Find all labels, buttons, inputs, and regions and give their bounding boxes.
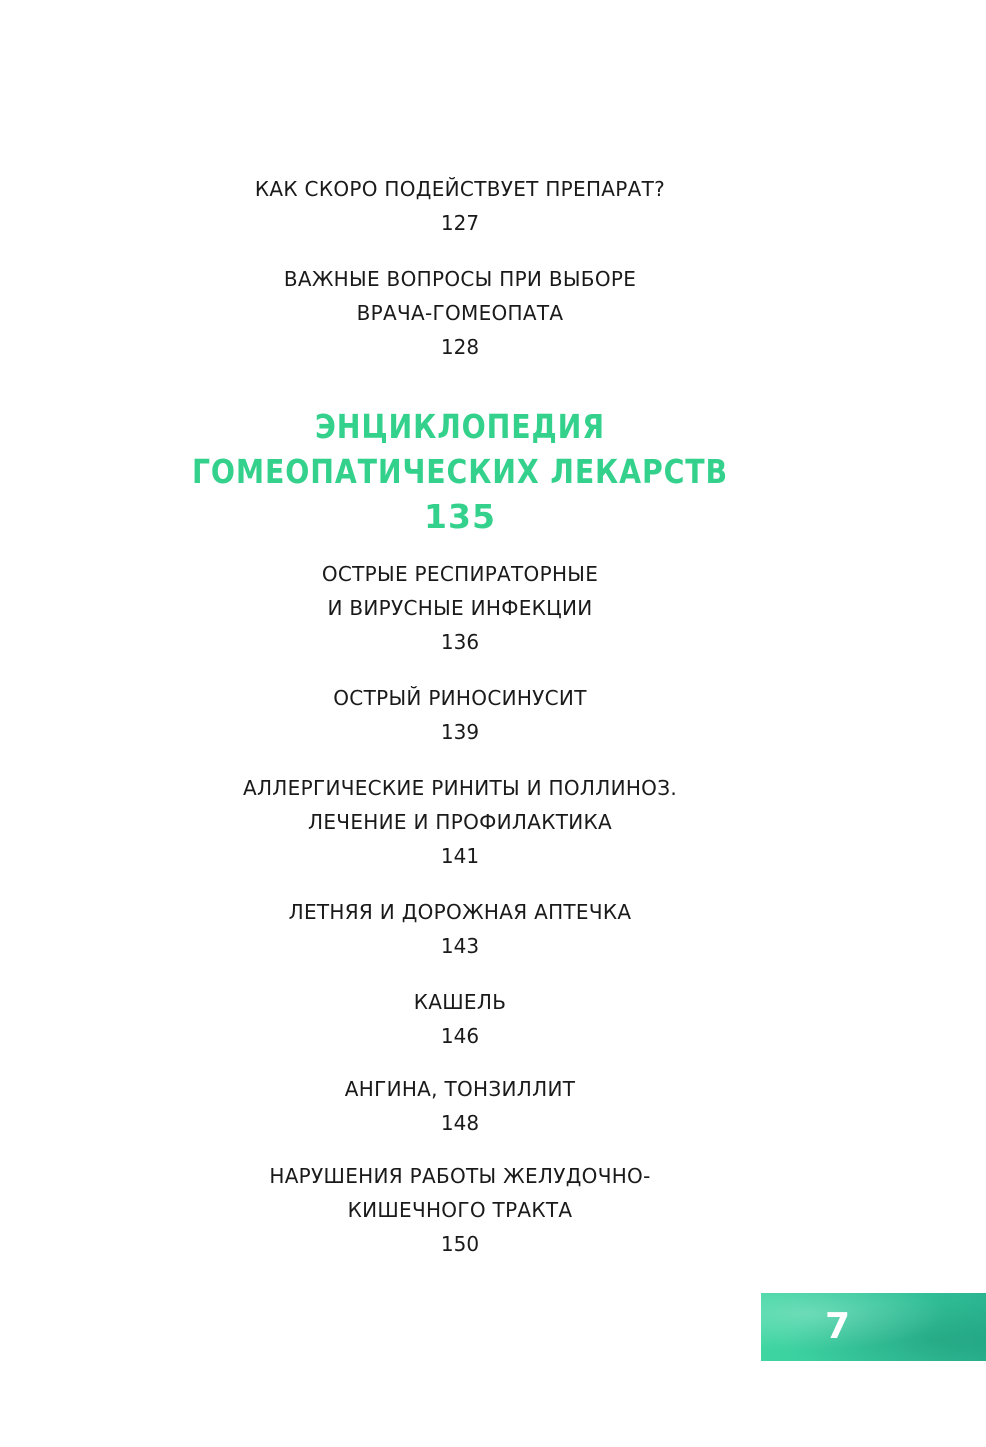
toc-entry[interactable] [0, 895, 920, 963]
toc-entry[interactable] [0, 262, 920, 364]
toc-entry-page: 148 [440, 1111, 480, 1135]
toc-entry-title: И ВИРУСНЫЕ ИНФЕКЦИИ [327, 596, 593, 620]
toc-entry[interactable] [0, 1072, 920, 1140]
table-of-contents [0, 172, 920, 1261]
toc-entry-page: 136 [440, 630, 480, 654]
toc-entry-page: 139 [440, 720, 480, 744]
toc-entry-page: 127 [440, 211, 480, 235]
toc-entry-title: ВАЖНЫЕ ВОПРОСЫ ПРИ ВЫБОРЕ [283, 267, 637, 291]
toc-entry-page: 128 [440, 335, 480, 359]
toc-entry-title: АНГИНА, ТОНЗИЛЛИТ [344, 1077, 576, 1101]
toc-entry[interactable] [0, 681, 920, 749]
page-number: 7 [825, 1306, 851, 1347]
section-page: 135 [424, 497, 496, 536]
toc-entry-page: 143 [440, 934, 480, 958]
toc-entry[interactable] [0, 172, 920, 240]
toc-entry-page: 141 [440, 844, 480, 868]
toc-entry-title: КАШЕЛЬ [413, 990, 507, 1014]
toc-entry-page: 146 [440, 1024, 480, 1048]
toc-entry[interactable] [0, 771, 920, 873]
toc-entry-title: ВРАЧА-ГОМЕОПАТА [356, 301, 564, 325]
toc-entry[interactable] [0, 1159, 920, 1261]
toc-entry-title: АЛЛЕРГИЧЕСКИЕ РИНИТЫ И ПОЛЛИНОЗ. [242, 776, 678, 800]
toc-entry-title: ОСТРЫЕ РЕСПИРАТОРНЫЕ [321, 562, 599, 586]
toc-section-heading[interactable] [0, 404, 920, 539]
page-number-tab [761, 1293, 986, 1361]
toc-entry-page: 150 [440, 1232, 480, 1256]
toc-entry-title: КАК СКОРО ПОДЕЙСТВУЕТ ПРЕПАРАТ? [254, 177, 666, 201]
toc-entry-title: КИШЕЧНОГО ТРАКТА [347, 1198, 573, 1222]
toc-entry[interactable] [0, 557, 920, 659]
toc-entry-title: НАРУШЕНИЯ РАБОТЫ ЖЕЛУДОЧНО- [269, 1164, 651, 1188]
toc-entry-title: ЛЕТНЯЯ И ДОРОЖНАЯ АПТЕЧКА [288, 900, 632, 924]
toc-entry-title: ЛЕЧЕНИЕ И ПРОФИЛАКТИКА [308, 810, 612, 834]
toc-entry[interactable] [0, 985, 920, 1053]
section-title: ЭНЦИКЛОПЕДИЯ [315, 407, 605, 446]
toc-entry-title: ОСТРЫЙ РИНОСИНУСИТ [333, 686, 587, 710]
section-title: ГОМЕОПАТИЧЕСКИХ ЛЕКАРСТВ [191, 452, 729, 491]
